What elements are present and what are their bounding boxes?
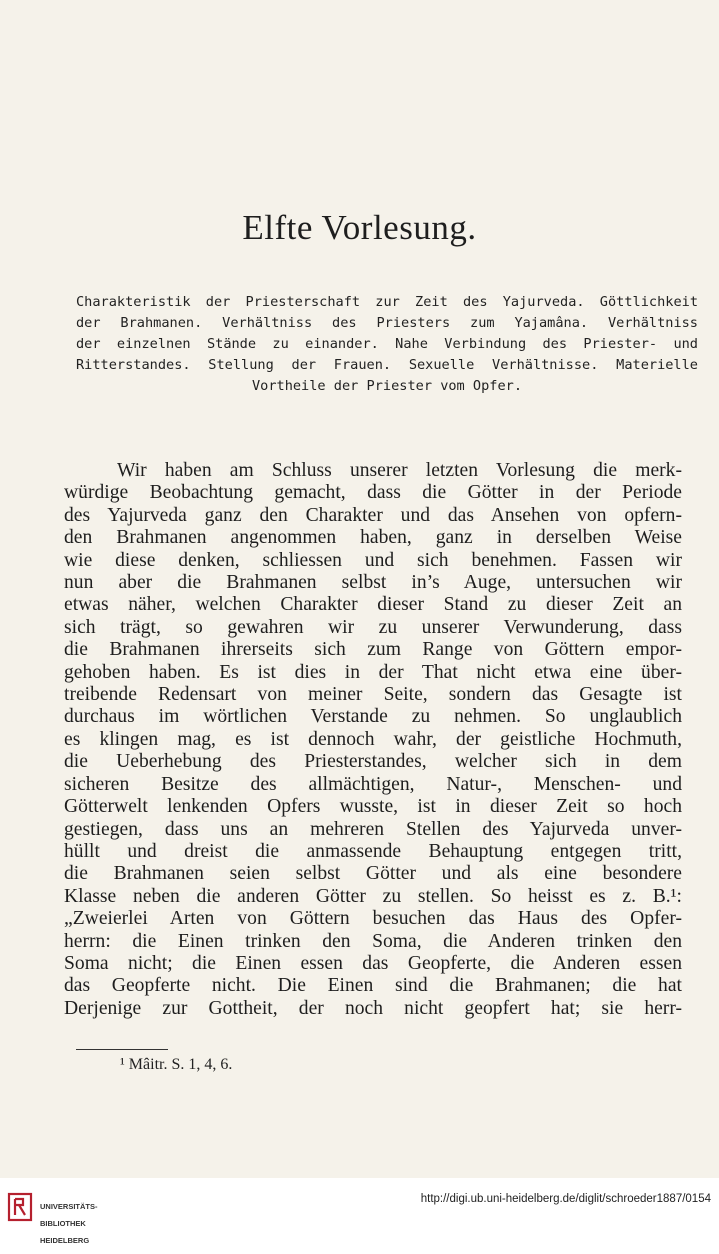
summary-line: Vortheile der Priester vom Opfer. bbox=[251, 378, 523, 394]
body-line: es klingen mag, es ist dennoch wahr, der geistliche Hochmuth, bbox=[64, 728, 682, 750]
body-line: gestiegen, dass uns an mehreren Stellen des Yajurveda unver- bbox=[64, 818, 682, 840]
body-line: „Zweierlei Arten von Göttern besuchen das Haus des Opfer- bbox=[64, 908, 682, 930]
body-line: Derjenige zur Gottheit, der noch nicht geopfert hat; sie herr- bbox=[64, 997, 682, 1019]
body-line: nun aber die Brahmanen selbst in’s Auge, untersuchen wir bbox=[64, 572, 682, 594]
body-line: das Geopferte nicht. Die Einen sind die Brahmanen; die hat bbox=[64, 975, 682, 997]
body-line: gehoben haben. Es ist dies in der That nicht etwa eine über- bbox=[64, 661, 682, 683]
body-line: Klasse neben die anderen Götter zu stellen. So heisst es z. B.¹: bbox=[64, 885, 682, 907]
body-line: Soma nicht; die Einen essen das Geopferte, die Anderen essen bbox=[64, 952, 682, 974]
body-line: treibende Redensart von meiner Seite, sondern das Gesagte ist bbox=[64, 684, 682, 706]
library-logo-icon bbox=[6, 1192, 36, 1222]
body-line: sicheren Besitze des allmächtigen, Natur-, Menschen- und bbox=[64, 773, 682, 795]
source-url-link[interactable]: http://digi.ub.uni-heidelberg.de/diglit/schroeder1887/0154 bbox=[420, 1193, 711, 1205]
chapter-summary bbox=[76, 292, 698, 397]
body-line: herrn: die Einen trinken den Soma, die Anderen trinken den bbox=[64, 930, 682, 952]
body-line: Wir haben am Schluss unserer letzten Vorlesung die merk- bbox=[117, 460, 682, 481]
body-line: durchaus im wörtlichen Verstande zu nehmen. So unglaublich bbox=[64, 706, 682, 728]
body-line: den Brahmanen angenommen haben, ganz in derselben Weise bbox=[64, 527, 682, 549]
body-line: würdige Beobachtung gemacht, dass die Götter in der Periode bbox=[64, 482, 682, 504]
body-paragraph bbox=[64, 460, 682, 1020]
summary-line: der Brahmanen. Verhältniss des Priesters zum Yajamâna. Verhältniss bbox=[76, 315, 698, 331]
body-line: die Ueberhebung des Priesterstandes, welcher sich in dem bbox=[64, 751, 682, 773]
body-line: Götterwelt lenkenden Opfers wusste, ist in dieser Zeit so hoch bbox=[64, 796, 682, 818]
body-line: die Brahmanen ihrerseits sich zum Range von Göttern empor- bbox=[64, 639, 682, 661]
body-line: hüllt und dreist die anmassende Behauptung entgegen tritt, bbox=[64, 840, 682, 862]
body-line: sich trägt, so gewahren wir zu unserer Verwunderung, dass bbox=[64, 616, 682, 638]
viewer-footer bbox=[0, 1178, 719, 1235]
library-name-line: UNIVERSITÄTS- bbox=[40, 1201, 98, 1211]
summary-line: der einzelnen Stände zu einander. Nahe Verbindung des Priester- und bbox=[76, 336, 698, 352]
summary-line: Charakteristik der Priesterschaft zur Zeit des Yajurveda. Göttlichkeit bbox=[76, 294, 698, 310]
library-name-line: HEIDELBERG bbox=[40, 1235, 90, 1245]
footnote: ¹ Mâitr. S. 1, 4, 6. bbox=[120, 1056, 233, 1073]
library-name-line: BIBLIOTHEK bbox=[40, 1218, 86, 1228]
footnote-divider bbox=[76, 1049, 168, 1050]
summary-line: Ritterstandes. Stellung der Frauen. Sexuelle Verhältnisse. Materielle bbox=[76, 357, 698, 373]
body-line: des Yajurveda ganz den Charakter und das Ansehen von opfern- bbox=[64, 504, 682, 526]
library-name bbox=[40, 1194, 98, 1254]
body-line: wie diese denken, schliessen und sich benehmen. Fassen wir bbox=[64, 549, 682, 571]
body-line: die Brahmanen seien selbst Götter und als eine besondere bbox=[64, 863, 682, 885]
body-line: etwas näher, welchen Charakter dieser Stand zu dieser Zeit an bbox=[64, 594, 682, 616]
chapter-title: Elfte Vorlesung. bbox=[242, 208, 477, 247]
